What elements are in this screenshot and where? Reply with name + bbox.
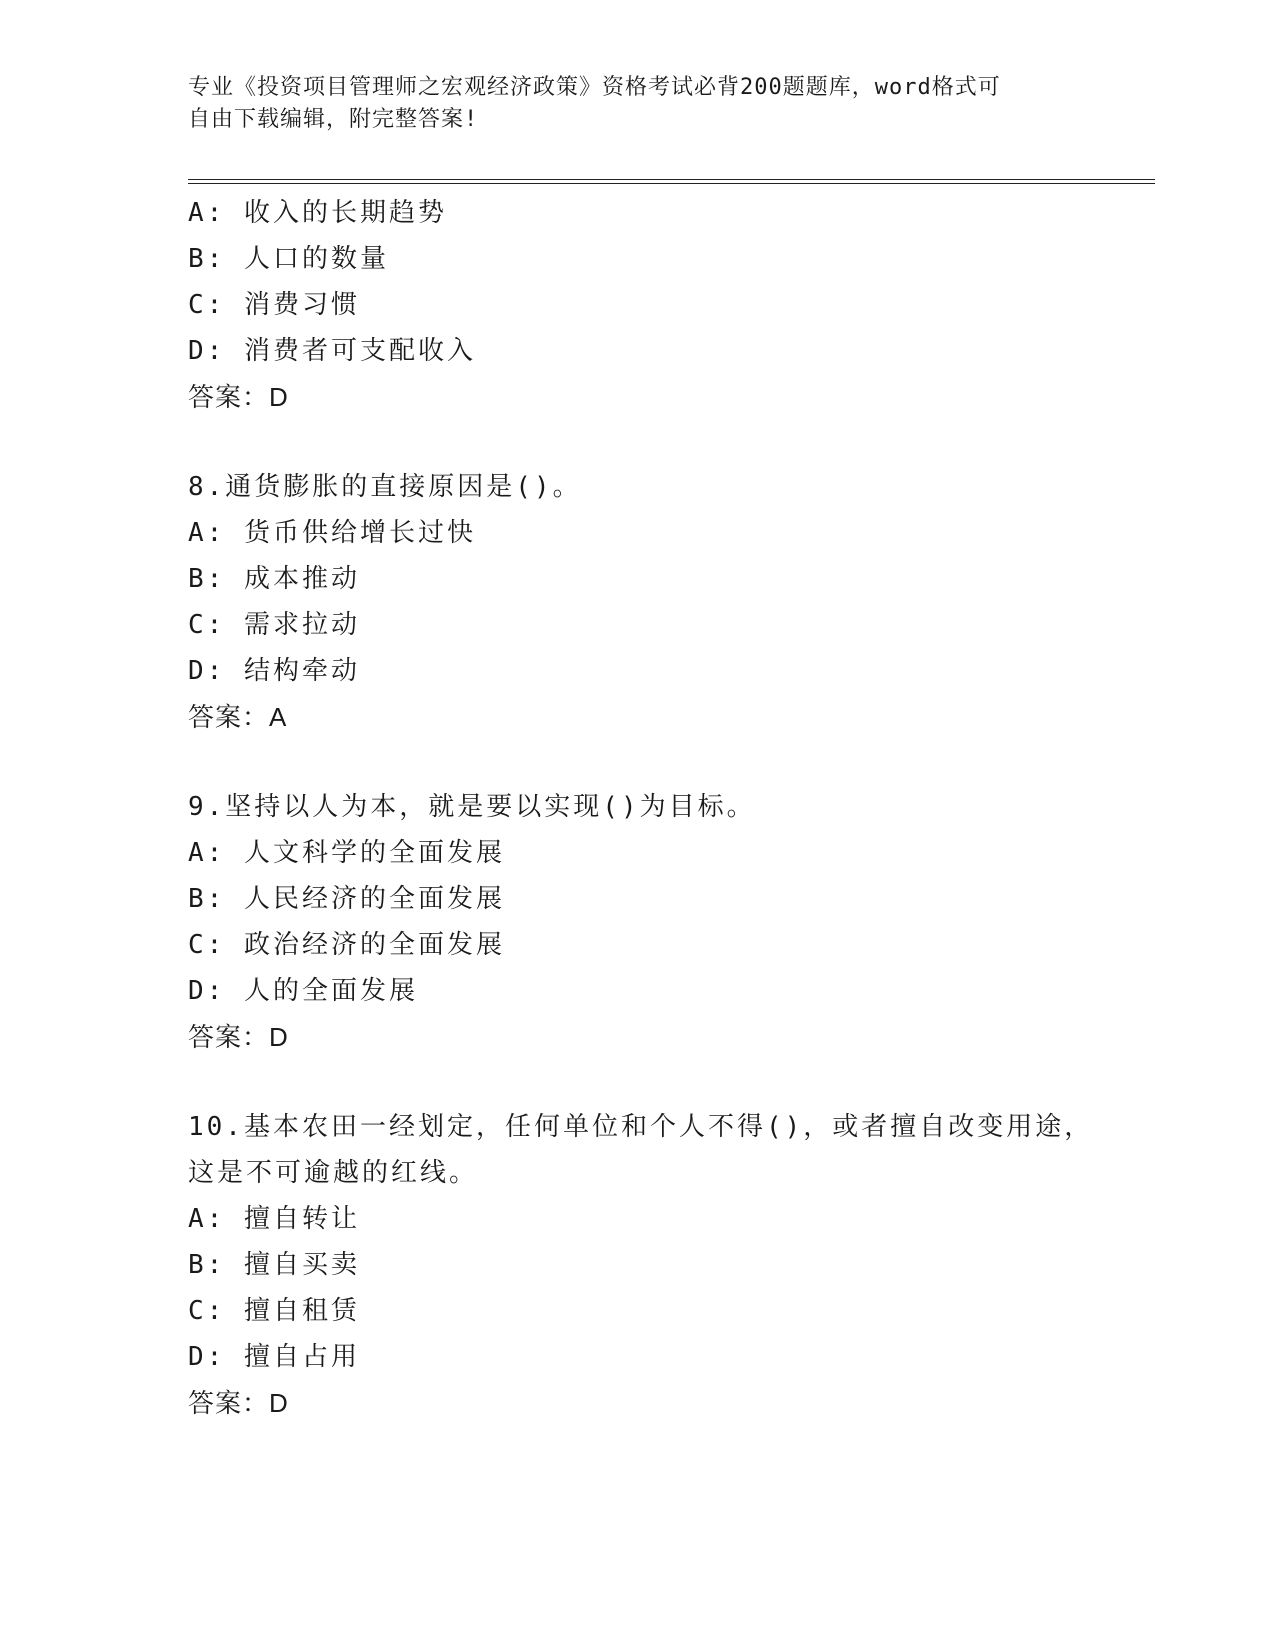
option-a: A: 货币供给增长过快 bbox=[188, 518, 476, 548]
option-c: C: 需求拉动 bbox=[188, 610, 360, 640]
option-a: A: 擅自转让 bbox=[188, 1204, 360, 1234]
option-b: B: 成本推动 bbox=[188, 564, 360, 594]
option-d: D: 消费者可支配收入 bbox=[188, 336, 476, 366]
option-d: D: 结构牵动 bbox=[188, 656, 360, 686]
question-spacer bbox=[188, 420, 1088, 464]
option-d: D: 人的全面发展 bbox=[188, 976, 418, 1006]
option-c: C: 消费习惯 bbox=[188, 290, 360, 320]
option-a: A: 人文科学的全面发展 bbox=[188, 838, 505, 868]
answer-line: 答案：D bbox=[188, 382, 289, 412]
question-spacer bbox=[188, 1060, 1088, 1104]
option-c: C: 擅自租赁 bbox=[188, 1296, 360, 1326]
question-spacer bbox=[188, 740, 1088, 784]
answer-line: 答案：D bbox=[188, 1022, 289, 1052]
question-text: 10.基本农田一经划定，任何单位和个人不得()，或者擅自改变用途， bbox=[188, 1112, 1094, 1142]
option-b: B: 人口的数量 bbox=[188, 244, 389, 274]
header-rule-thin bbox=[188, 183, 1155, 184]
header-rule-thick bbox=[188, 179, 1155, 180]
question-block-8 bbox=[188, 464, 1088, 740]
option-c: C: 政治经济的全面发展 bbox=[188, 930, 505, 960]
option-d: D: 擅自占用 bbox=[188, 1342, 360, 1372]
question-text: 8.通货膨胀的直接原因是()。 bbox=[188, 472, 582, 502]
answer-line: 答案：A bbox=[188, 702, 288, 732]
option-b: B: 人民经济的全面发展 bbox=[188, 884, 505, 914]
question-block-9 bbox=[188, 784, 1088, 1060]
question-text: 9.坚持以人为本，就是要以实现()为目标。 bbox=[188, 792, 756, 822]
document-header bbox=[188, 72, 1068, 136]
option-a: A: 收入的长期趋势 bbox=[188, 198, 447, 228]
answer-line: 答案：D bbox=[188, 1388, 289, 1418]
option-b: B: 擅自买卖 bbox=[188, 1250, 360, 1280]
header-line-2: 自由下载编辑，附完整答案! bbox=[188, 107, 479, 132]
question-block-10 bbox=[188, 1104, 1094, 1426]
question-text-continued: 这是不可逾越的红线。 bbox=[188, 1158, 479, 1188]
header-line-1: 专业《投资项目管理师之宏观经济政策》资格考试必背200题题库，word格式可 bbox=[188, 75, 1001, 100]
question-list bbox=[188, 190, 1094, 1426]
question-block-7 bbox=[188, 190, 1088, 420]
